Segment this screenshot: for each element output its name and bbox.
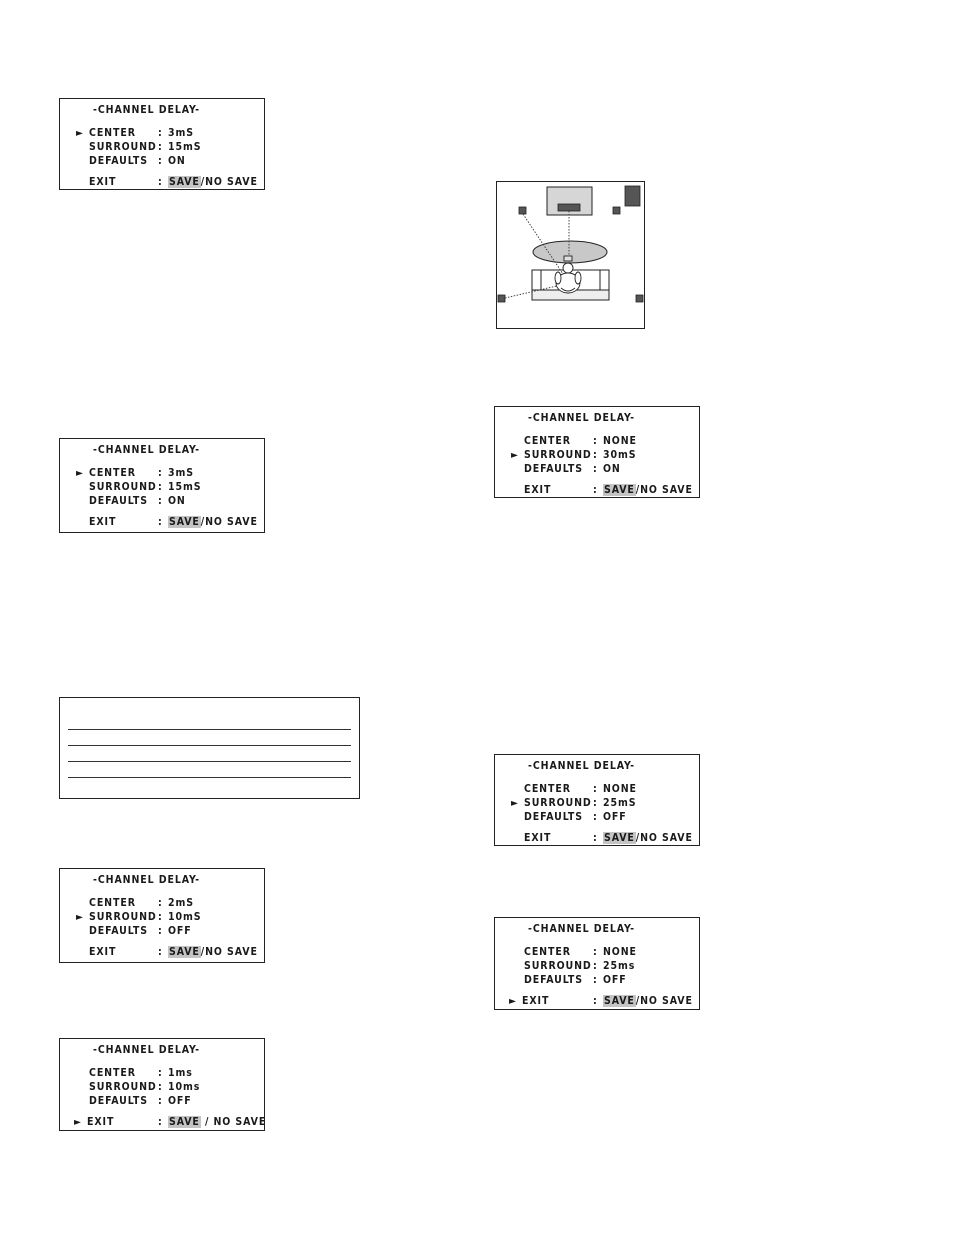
row-separator: :	[593, 832, 598, 844]
row-separator: :	[158, 467, 163, 479]
menu-row[interactable]	[495, 435, 699, 449]
row-value: NONE	[603, 946, 637, 958]
menu-title: -CHANNEL DELAY-	[93, 444, 200, 456]
channel-delay-menu	[59, 98, 265, 190]
row-value: 30mS	[603, 449, 637, 461]
menu-title: -CHANNEL DELAY-	[528, 412, 635, 424]
row-label: DEFAULTS	[524, 811, 583, 823]
row-label: SURROUND	[524, 449, 592, 461]
row-separator: :	[593, 484, 598, 496]
menu-exit-row[interactable]	[60, 516, 264, 530]
surround-right-speaker	[636, 295, 643, 302]
row-value: OFF	[603, 811, 627, 823]
channel-delay-menu	[59, 1038, 265, 1131]
menu-row[interactable]	[495, 946, 699, 960]
row-separator: :	[158, 155, 163, 167]
row-label: CENTER	[89, 467, 136, 479]
save-option[interactable]: SAVE	[169, 1116, 200, 1128]
save-options	[603, 484, 693, 498]
menu-row[interactable]	[495, 797, 699, 811]
menu-exit-row[interactable]	[60, 176, 264, 190]
row-value: ON	[168, 155, 186, 167]
row-separator: :	[158, 141, 163, 153]
exit-label: EXIT	[89, 946, 117, 958]
row-separator: :	[593, 946, 598, 958]
row-label: DEFAULTS	[524, 463, 583, 475]
row-label: CENTER	[524, 435, 571, 447]
row-label: DEFAULTS	[89, 925, 148, 937]
save-options	[168, 176, 258, 190]
no-save-option[interactable]: /NO SAVE	[635, 484, 693, 496]
menu-title: -CHANNEL DELAY-	[93, 1044, 200, 1056]
row-label: CENTER	[89, 1067, 136, 1079]
menu-title: -CHANNEL DELAY-	[528, 923, 635, 935]
menu-row[interactable]	[60, 1067, 264, 1081]
worksheet-line	[68, 761, 351, 762]
menu-row[interactable]	[60, 495, 264, 509]
save-option[interactable]: SAVE	[169, 516, 200, 528]
row-separator: :	[593, 435, 598, 447]
row-value: 25mS	[603, 797, 637, 809]
channel-delay-menu	[59, 438, 265, 533]
row-separator: :	[158, 1067, 163, 1079]
no-save-option[interactable]: /NO SAVE	[200, 946, 258, 958]
menu-row[interactable]	[60, 481, 264, 495]
selection-arrow-icon: ►	[76, 128, 83, 139]
row-separator: :	[158, 1081, 163, 1093]
row-label: CENTER	[89, 897, 136, 909]
save-options	[603, 832, 693, 846]
menu-title: -CHANNEL DELAY-	[528, 760, 635, 772]
row-label: SURROUND	[524, 960, 592, 972]
row-separator: :	[593, 463, 598, 475]
save-options	[168, 1116, 266, 1130]
save-option[interactable]: SAVE	[169, 946, 200, 958]
menu-row[interactable]	[495, 463, 699, 477]
menu-exit-row[interactable]	[60, 946, 264, 960]
menu-row[interactable]	[495, 960, 699, 974]
row-value: 10mS	[168, 911, 202, 923]
channel-delay-menu	[494, 917, 700, 1010]
row-value: OFF	[603, 974, 627, 986]
worksheet-line	[68, 745, 351, 746]
row-value: 3mS	[168, 127, 194, 139]
front-right-speaker	[613, 207, 620, 214]
row-label: CENTER	[89, 127, 136, 139]
menu-row[interactable]	[495, 974, 699, 988]
row-value: 25ms	[603, 960, 636, 972]
row-label: DEFAULTS	[89, 1095, 148, 1107]
front-left-speaker	[519, 207, 526, 214]
row-label: SURROUND	[89, 1081, 157, 1093]
row-value: OFF	[168, 1095, 192, 1107]
menu-exit-row[interactable]	[495, 832, 699, 846]
exit-label: EXIT	[87, 1116, 115, 1128]
no-save-option[interactable]: /NO SAVE	[200, 176, 258, 188]
row-separator: :	[158, 946, 163, 958]
exit-label: EXIT	[522, 995, 550, 1007]
row-separator: :	[158, 925, 163, 937]
save-options	[168, 516, 258, 530]
exit-label: EXIT	[524, 832, 552, 844]
menu-row[interactable]	[495, 449, 699, 463]
menu-exit-row[interactable]	[495, 995, 699, 1009]
row-separator: :	[158, 495, 163, 507]
row-value: ON	[168, 495, 186, 507]
channel-delay-menu	[494, 406, 700, 498]
row-label: CENTER	[524, 946, 571, 958]
row-label: SURROUND	[524, 797, 592, 809]
menu-row[interactable]	[60, 911, 264, 925]
subwoofer	[625, 186, 640, 206]
row-separator: :	[158, 1095, 163, 1107]
row-value: OFF	[168, 925, 192, 937]
row-separator: :	[593, 783, 598, 795]
row-value: NONE	[603, 435, 637, 447]
row-value: 10ms	[168, 1081, 201, 1093]
menu-row[interactable]	[60, 925, 264, 939]
selection-arrow-icon: ►	[509, 996, 516, 1007]
selection-arrow-icon: ►	[511, 798, 518, 809]
worksheet-line	[68, 777, 351, 778]
menu-row[interactable]	[495, 783, 699, 797]
row-separator: :	[158, 516, 163, 528]
exit-label: EXIT	[524, 484, 552, 496]
surround-left-speaker	[498, 295, 505, 302]
row-value: 2mS	[168, 897, 194, 909]
row-separator: :	[593, 960, 598, 972]
selection-arrow-icon: ►	[511, 450, 518, 461]
room-layout-illustration	[497, 182, 644, 328]
selection-arrow-icon: ►	[76, 912, 83, 923]
selection-arrow-icon: ►	[76, 468, 83, 479]
row-separator: :	[158, 897, 163, 909]
menu-exit-row[interactable]	[60, 1116, 267, 1130]
row-separator: :	[158, 176, 163, 188]
save-option[interactable]: SAVE	[604, 484, 635, 496]
menu-row[interactable]	[60, 897, 264, 911]
channel-delay-menu	[59, 868, 265, 963]
row-value: NONE	[603, 783, 637, 795]
channel-delay-menu	[494, 754, 700, 846]
row-label: SURROUND	[89, 481, 157, 493]
save-option[interactable]: SAVE	[604, 995, 635, 1007]
no-save-option[interactable]: /NO SAVE	[635, 995, 693, 1007]
menu-row[interactable]	[60, 1081, 264, 1095]
exit-label: EXIT	[89, 516, 117, 528]
row-value: 3mS	[168, 467, 194, 479]
menu-row[interactable]	[60, 141, 264, 155]
row-separator: :	[158, 1116, 163, 1128]
room-layout-diagram	[496, 181, 645, 329]
center-speaker	[558, 204, 580, 211]
selection-arrow-icon: ►	[74, 1117, 81, 1128]
menu-title: -CHANNEL DELAY-	[93, 104, 200, 116]
row-label: CENTER	[524, 783, 571, 795]
row-separator: :	[158, 481, 163, 493]
menu-row[interactable]	[60, 1095, 264, 1109]
no-save-option[interactable]: /NO SAVE	[200, 516, 258, 528]
menu-row[interactable]	[60, 127, 264, 141]
save-option[interactable]: SAVE	[604, 832, 635, 844]
menu-row[interactable]	[60, 155, 264, 169]
row-value: 1ms	[168, 1067, 193, 1079]
row-separator: :	[593, 797, 598, 809]
row-separator: :	[593, 449, 598, 461]
no-save-option[interactable]: /NO SAVE	[635, 832, 693, 844]
save-options	[603, 995, 693, 1009]
row-separator: :	[158, 127, 163, 139]
row-value: 15mS	[168, 481, 202, 493]
save-option[interactable]: SAVE	[169, 176, 200, 188]
row-label: DEFAULTS	[89, 495, 148, 507]
row-label: SURROUND	[89, 911, 157, 923]
row-value: 15mS	[168, 141, 202, 153]
row-label: SURROUND	[89, 141, 157, 153]
menu-row[interactable]	[60, 467, 264, 481]
menu-title: -CHANNEL DELAY-	[93, 874, 200, 886]
no-save-option[interactable]: / NO SAVE	[200, 1116, 267, 1128]
row-separator: :	[593, 995, 598, 1007]
row-value: ON	[603, 463, 621, 475]
row-separator: :	[593, 811, 598, 823]
save-options	[168, 946, 258, 960]
row-label: DEFAULTS	[524, 974, 583, 986]
menu-row[interactable]	[495, 811, 699, 825]
exit-label: EXIT	[89, 176, 117, 188]
delay-worksheet	[59, 697, 360, 799]
row-separator: :	[593, 974, 598, 986]
menu-exit-row[interactable]	[495, 484, 699, 498]
row-label: DEFAULTS	[89, 155, 148, 167]
worksheet-line	[68, 729, 351, 730]
row-separator: :	[158, 911, 163, 923]
